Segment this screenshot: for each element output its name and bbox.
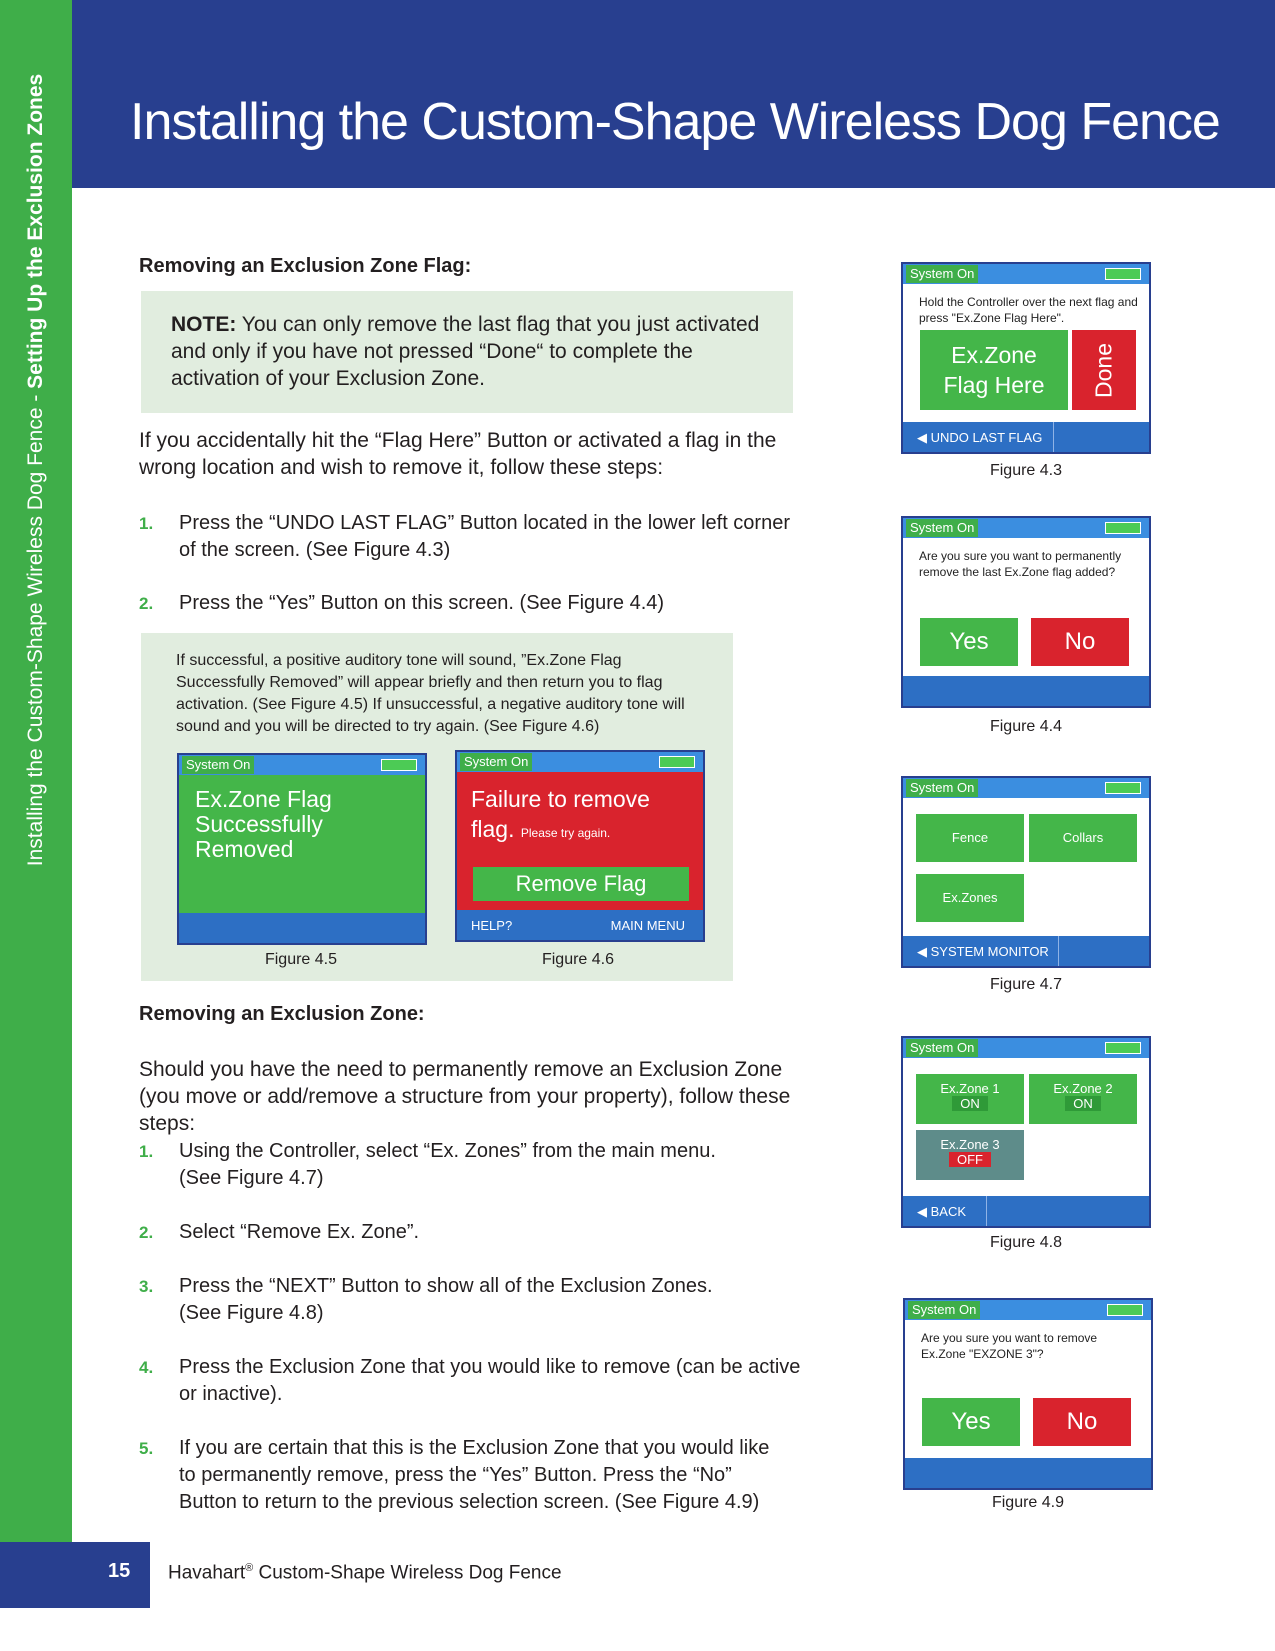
footer-brand xyxy=(168,1562,562,1584)
step-text: Using the Controller, select “Ex. Zones” from the main menu. (See Figure 4.7) xyxy=(179,1140,716,1189)
sidebar-text-normal: Installing the Custom-Shape Wireless Dog Fence - xyxy=(24,388,47,867)
caption-figure-4-3: Figure 4.3 xyxy=(989,462,1063,479)
step-number: 5. xyxy=(139,1439,154,1458)
bottom-bar xyxy=(903,422,1149,452)
result-text: If successful, a positive auditory tone will sound, ”Ex.Zone Flag Successfully Removed” will appear briefly and then return you to flag activation. (See Figure 4.5) If unsuccessful, a negative auditory tone will sound and you will be directed to try again. (See Figure 4.6) xyxy=(176,652,685,735)
status-bar xyxy=(457,752,703,772)
confirm-text: Are you sure you want to remove Ex.Zone "EXZONE 3"? xyxy=(921,1331,1098,1361)
step-text: Press the Exclusion Zone that you would like to remove (can be active or inactive). xyxy=(179,1356,801,1405)
step-text: Press the “NEXT” Button to show all of the Exclusion Zones. (See Figure 4.8) xyxy=(179,1275,713,1324)
collars-button[interactable]: Collars xyxy=(1029,814,1137,862)
yes-button[interactable]: Yes xyxy=(922,1398,1020,1446)
ex-zone-2-button[interactable] xyxy=(1029,1074,1137,1124)
section-title-remove-zone: Removing an Exclusion Zone: xyxy=(139,1003,425,1025)
done-label: Done xyxy=(1090,343,1117,398)
zone-name: Ex.Zone 2 xyxy=(1053,1081,1113,1096)
zone-intro-paragraph: Should you have the need to permanently remove an Exclusion Zone (you move or add/remove a structure from your property), follow these steps: xyxy=(139,1058,791,1135)
success-line: Removed xyxy=(195,836,294,862)
success-message xyxy=(195,787,332,862)
system-status: System On xyxy=(906,779,978,797)
bottom-bar xyxy=(179,913,425,943)
sidebar-text-bold: Setting Up the Exclusion Zones xyxy=(24,73,47,389)
zone-status-badge: ON xyxy=(1065,1096,1101,1111)
figure-4-9-screen xyxy=(903,1298,1153,1490)
step-number: 1. xyxy=(139,1142,154,1161)
step-number: 4. xyxy=(139,1358,154,1377)
battery-icon xyxy=(1105,522,1141,534)
system-status: System On xyxy=(906,265,978,283)
caption-figure-4-6: Figure 4.6 xyxy=(541,951,615,968)
ex-zone-flag-here-button[interactable] xyxy=(920,330,1068,410)
step-text: Press the “Yes” Button on this screen. (See Figure 4.4) xyxy=(179,592,665,614)
figure-4-4-screen xyxy=(901,516,1151,708)
brand-name: Havahart xyxy=(168,1562,246,1584)
step-number: 2. xyxy=(139,1223,154,1242)
system-status: System On xyxy=(906,1039,978,1057)
battery-icon xyxy=(1105,782,1141,794)
list-item xyxy=(139,1138,799,1192)
list-item xyxy=(139,1354,799,1408)
battery-icon xyxy=(659,756,695,768)
success-line: Ex.Zone Flag xyxy=(195,786,332,812)
undo-last-flag-button[interactable]: ◀ UNDO LAST FLAG xyxy=(917,430,1043,445)
caption-figure-4-4: Figure 4.4 xyxy=(989,718,1063,735)
list-item xyxy=(139,1435,799,1516)
battery-icon xyxy=(1105,1042,1141,1054)
caption-figure-4-8: Figure 4.8 xyxy=(989,1234,1063,1251)
system-monitor-button[interactable]: ◀ SYSTEM MONITOR xyxy=(917,944,1049,959)
list-item xyxy=(139,510,799,564)
status-bar xyxy=(179,755,425,775)
step-number: 3. xyxy=(139,1277,154,1296)
bottom-bar xyxy=(903,1196,1149,1226)
status-bar xyxy=(903,778,1149,798)
zone-status-badge: OFF xyxy=(949,1152,991,1167)
list-item xyxy=(139,1219,799,1246)
intro-paragraph: If you accidentally hit the “Flag Here” Button or activated a flag in the wrong location and wish to remove it, follow these steps: xyxy=(139,429,777,479)
battery-icon xyxy=(1107,1304,1143,1316)
bottom-bar xyxy=(457,910,703,940)
zone-name: Ex.Zone 1 xyxy=(940,1081,1000,1096)
done-button[interactable] xyxy=(1072,330,1136,410)
success-line: Successfully xyxy=(195,811,323,837)
retry-text: Please try again. xyxy=(520,826,611,840)
status-bar xyxy=(905,1300,1151,1320)
divider xyxy=(986,1196,987,1226)
bottom-bar xyxy=(905,1458,1151,1488)
button-line: Flag Here xyxy=(943,372,1045,398)
page-header xyxy=(72,0,1275,188)
step-number: 2. xyxy=(139,594,154,613)
list-item xyxy=(139,590,799,617)
status-bar xyxy=(903,518,1149,538)
step-text: Select “Remove Ex. Zone”. xyxy=(179,1221,420,1243)
failure-flag: flag. xyxy=(471,816,515,842)
caption-figure-4-5: Figure 4.5 xyxy=(264,951,338,968)
confirm-text: Are you sure you want to permanently remove the last Ex.Zone flag added? xyxy=(919,549,1122,579)
sidebar xyxy=(0,0,72,1542)
ex-zone-1-button[interactable] xyxy=(916,1074,1024,1124)
main-menu-button[interactable]: MAIN MENU xyxy=(610,918,685,933)
system-status: System On xyxy=(460,753,532,771)
page-title: Installing the Custom-Shape Wireless Dog Fence xyxy=(130,93,1220,151)
status-bar xyxy=(903,1038,1149,1058)
figure-4-6-screen xyxy=(455,750,705,942)
system-status: System On xyxy=(908,1301,980,1319)
section-title-remove-flag: Removing an Exclusion Zone Flag: xyxy=(139,255,472,277)
battery-icon xyxy=(1105,268,1141,280)
step-text: Press the “UNDO LAST FLAG” Button located in the lower left corner of the screen. (See Figure 4.3) xyxy=(179,512,790,561)
note-text xyxy=(171,311,781,392)
figure-4-5-screen xyxy=(177,753,427,945)
no-button[interactable]: No xyxy=(1033,1398,1131,1446)
brand-product: Custom-Shape Wireless Dog Fence xyxy=(253,1562,562,1584)
failure-title: Failure to remove xyxy=(471,786,650,812)
step-text: If you are certain that this is the Exclusion Zone that you would like to permanently remove, press the “Yes” Button. Press the “No” Button to return to the previous selection screen. (See Figure 4.9) xyxy=(179,1437,770,1513)
caption-figure-4-9: Figure 4.9 xyxy=(991,1494,1065,1511)
system-status: System On xyxy=(906,519,978,537)
divider xyxy=(1053,422,1054,452)
figure-4-3-screen xyxy=(901,262,1151,454)
yes-button[interactable]: Yes xyxy=(920,618,1018,666)
bottom-bar xyxy=(903,676,1149,706)
ex-zones-button[interactable]: Ex.Zones xyxy=(916,874,1024,922)
figure-4-7-screen xyxy=(901,776,1151,968)
sidebar-text xyxy=(19,0,53,1020)
ex-zone-3-button[interactable] xyxy=(916,1130,1024,1180)
zone-name: Ex.Zone 3 xyxy=(940,1137,1000,1152)
button-line: Ex.Zone xyxy=(951,342,1037,368)
note-box xyxy=(141,291,793,413)
system-status: System On xyxy=(182,756,254,774)
back-button[interactable]: ◀ BACK xyxy=(917,1204,967,1219)
failure-message xyxy=(471,784,650,848)
zone-status-badge: ON xyxy=(952,1096,988,1111)
bottom-bar xyxy=(903,936,1149,966)
result-box xyxy=(141,633,733,981)
caption-figure-4-7: Figure 4.7 xyxy=(989,976,1063,993)
status-bar xyxy=(903,264,1149,284)
note-label: NOTE: xyxy=(171,313,237,336)
list-item xyxy=(139,1273,799,1327)
page-number: 15 xyxy=(108,1560,131,1582)
divider xyxy=(1058,936,1059,966)
note-body: You can only remove the last flag that you just activated and only if you have not pressed “Done“ to complete the activation of your Exclusion Zone. xyxy=(171,313,760,390)
instruction-text: Hold the Controller over the next flag and press "Ex.Zone Flag Here". xyxy=(919,295,1138,325)
help-button[interactable]: HELP? xyxy=(471,918,513,933)
registered-mark: ® xyxy=(245,1562,254,1574)
battery-icon xyxy=(381,759,417,771)
fence-button[interactable]: Fence xyxy=(916,814,1024,862)
step-number: 1. xyxy=(139,514,154,533)
remove-flag-button[interactable]: Remove Flag xyxy=(473,867,689,901)
figure-4-8-screen xyxy=(901,1036,1151,1228)
no-button[interactable]: No xyxy=(1031,618,1129,666)
